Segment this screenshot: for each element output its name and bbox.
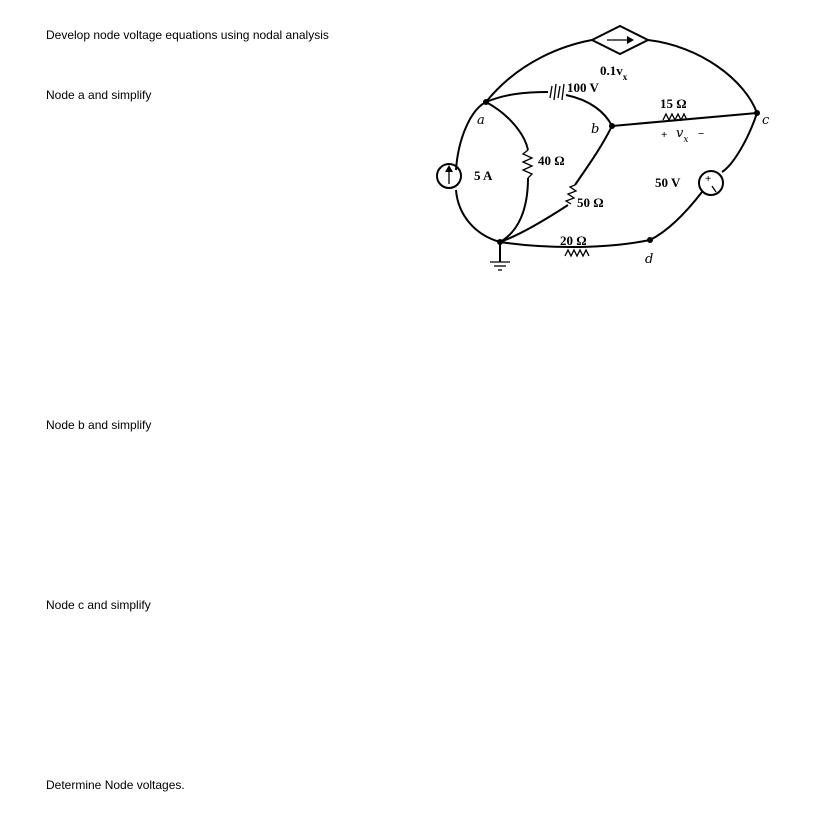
svg-text:+: + bbox=[705, 173, 712, 185]
v100-label: 100 V bbox=[567, 80, 599, 95]
wire-50v-to-d bbox=[650, 192, 702, 240]
current-source-5a bbox=[437, 164, 461, 188]
r40-label: 40 Ω bbox=[538, 153, 565, 168]
vx-minus: − bbox=[698, 128, 705, 140]
resistor-40-ohm bbox=[523, 150, 532, 178]
node-c-label: c bbox=[762, 113, 770, 128]
battery-100v bbox=[550, 84, 564, 100]
resistor-20-ohm bbox=[565, 250, 589, 256]
r15-label: 15 Ω bbox=[660, 96, 687, 111]
v50-label: 50 V bbox=[655, 175, 681, 190]
determine-prompt: Determine Node voltages. bbox=[46, 778, 185, 792]
i5-label: 5 A bbox=[474, 168, 493, 183]
r50-label: 50 Ω bbox=[577, 195, 604, 210]
ground-icon bbox=[490, 242, 510, 270]
wire-battery-to-b bbox=[566, 95, 612, 126]
node-b-prompt: Node b and simplify bbox=[46, 418, 152, 432]
title-text: Develop node voltage equations using nodal analysis bbox=[46, 28, 329, 42]
node-a-label: a bbox=[477, 113, 485, 128]
node-d-label: d bbox=[645, 252, 654, 267]
node-b-dot bbox=[609, 123, 615, 129]
dependent-current-source bbox=[592, 26, 648, 54]
wire-c-to-50v bbox=[722, 113, 757, 172]
r20-label: 20 Ω bbox=[560, 233, 587, 248]
wire-50-to-ground bbox=[500, 205, 568, 242]
node-b-label: b bbox=[591, 122, 600, 137]
ground-node-dot bbox=[497, 239, 503, 245]
dep-source-label: $0.1v_x$ bbox=[600, 63, 628, 82]
wire-left-loop-bottom bbox=[456, 190, 500, 242]
node-a-dot bbox=[483, 99, 489, 105]
vx-label: $v_x$ bbox=[676, 126, 689, 145]
node-c-dot bbox=[754, 110, 760, 116]
wire-a-to-battery bbox=[486, 92, 548, 102]
wire-a-to-40 bbox=[486, 102, 528, 150]
resistor-50-ohm bbox=[566, 185, 576, 204]
node-d-dot bbox=[647, 237, 653, 243]
vx-plus: + bbox=[661, 129, 668, 141]
node-a-prompt: Node a and simplify bbox=[46, 88, 152, 102]
voltage-source-50v bbox=[699, 171, 723, 195]
node-c-prompt: Node c and simplify bbox=[46, 598, 151, 612]
